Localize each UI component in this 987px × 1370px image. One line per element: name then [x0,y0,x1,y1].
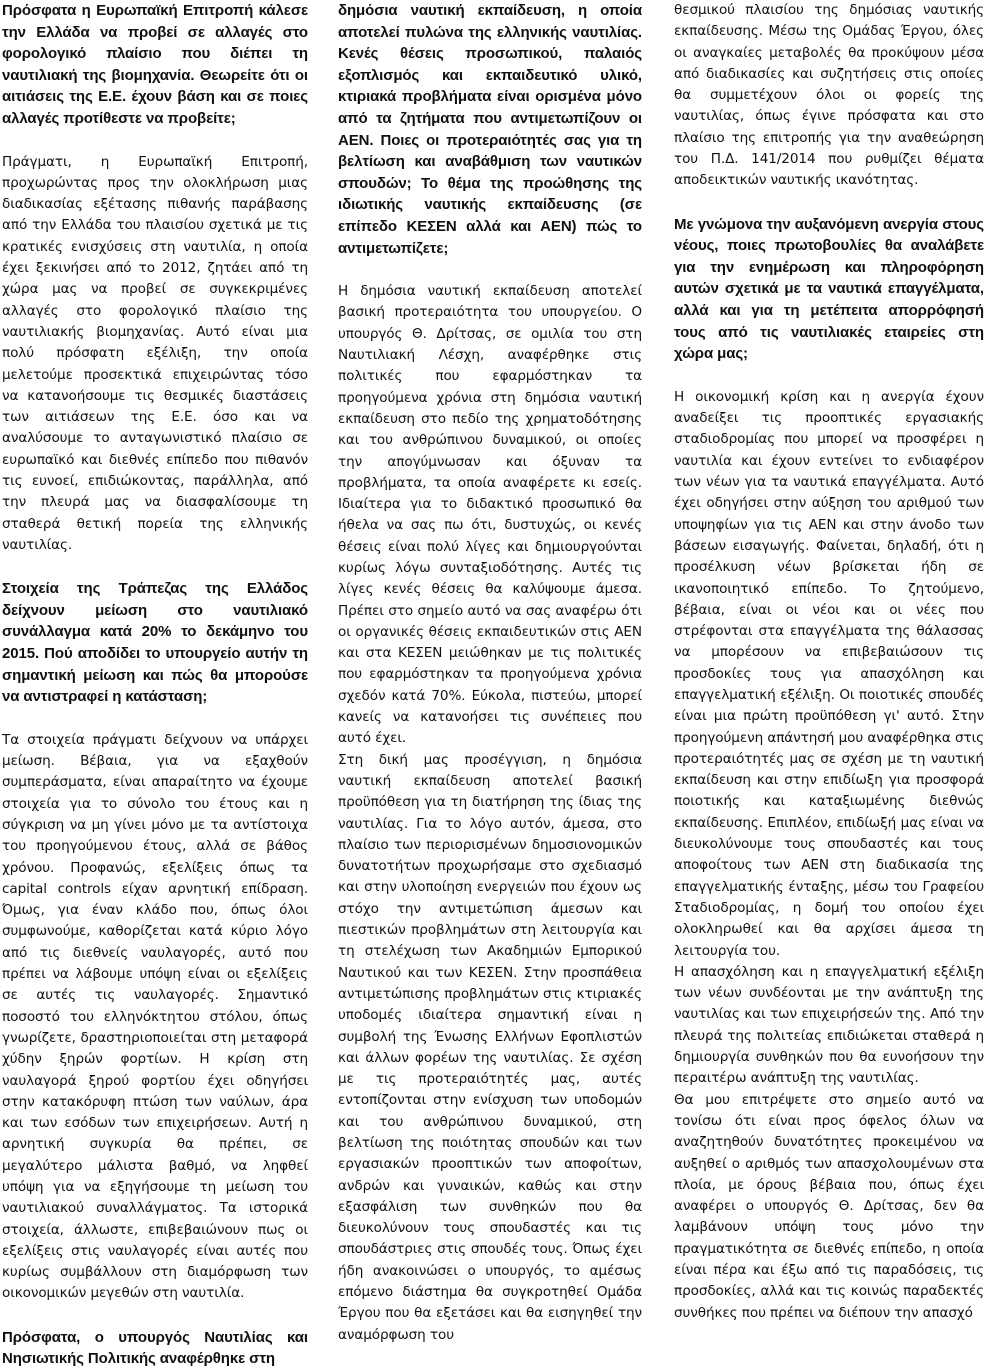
interview-answer: Η οικονομική κρίση και η ανεργία έχουν αναδείξει τις προοπτικές εργασιακής σταδιοδρομίας που μπορεί να προσφέρει η ναυτιλία και έχουν εντείνει το ενδιαφέρον των νέων για τα ναυτικά επαγγέλματα. Αυτό έχει οδηγήσει στην αύξηση του αριθμού των υποψηφίων για τις ΑΕΝ και στην άνοδο των βάσεων εισαγωγής. Φαίνεται, δηλαδή, ότι η προσέλκυση νέων βρίσκεται ήδη σε ικανοποιητικό επίπεδο. Το ζητούμενο, βέβαια, είναι οι νέοι και οι νέες που στρέφονται στα επαγγέλματα της θάλασσας να μπορέσουν να επιβεβαιώσουν τις προσδοκίες τους για απασχόληση και επαγγελματική εξέλιξη. Οι ποιοτικές σπουδές είναι μια πρώτη προϋπόθεση γι' αυτό. Στην προηγούμενη απάντησή μου αναφέρθηκα στις προτεραιότητές μας σε σχέση με τη ναυτική εκπαίδευση και στην επιδίωξη για προσφορά ποιοτικής και καταξιωμένης διεθνώς εκπαίδευσης. Επιπλέον, επιδίωξή μας είναι να διευκολύνουμε τους σπουδαστές και τους αποφοίτους των ΑΕΝ στη διαδικασία της επαγγελματικής ένταξης, μέσω του Γραφείου Σταδιοδρομίας, η δομή του οποίου έχει ολοκληρωθεί και θα αρχίσει άμεσα τη λειτουργία του. [674,388,984,959]
interview-answer-continued: θεσμικού πλαισίου της δημόσιας ναυτικής εκπαίδευσης. Μέσω της Ομάδας Έργου, όλες οι αναγκαίες μεταβολές θα προκύψουν μέσα από διαδικασίες και συζητήσεις στις οποίες θα συμμετέχουν όλοι οι φορείς της ναυτιλίας, όπως έγινε πρόσφατα και στο πλαίσιο της επιτροπής για την αναθεώρηση του Π.Δ. 141/2014 που ρυθμίζει θέματα αποδεικτικών ναυτικής ικανότητας. [674,2,984,189]
interview-question: Με γνώμονα την αυξανόμενη ανεργία στους νέους, ποιες πρωτοβουλίες θα αναλάβετε για την ενημέρωση και πληροφόρηση αυτών σχετικά με τα ναυτικά επαγγέλματα, αλλά και για τη μετέπειτα απορρόφησή τους από τις ναυτιλιακές εταιρείες στη χώρα μας; [674,215,984,363]
interview-answer: Η δημόσια ναυτική εκπαίδευση αποτελεί βασική προτεραιότητα του υπουργείου. Ο υπουργός Θ. Δρίτσας, σε ομιλία του στη Ναυτιλιακή Λέσχη, αναφέρθηκε στις πολιτικές που εφαρμόστηκαν τα προηγούμενα χρόνια στη δημόσια ναυτική εκπαίδευση στο πεδίο της χρηματοδότησης και του ανθρώπινου δυναμικού, οι οποίες την απογύμνωσαν και όξυναν τα προβλήματα, τα οποία αναφέρετε κι εσείς. Ιδιαίτερα για το διδακτικό προσωπικό θα ήθελα να σας πω ότι, δυστυχώς, οι κενές θέσεις είναι πολύ λίγες και δημιουργούνται κυρίως λόγω συνταξιοδότησης. Αυτές τις λίγες κενές θέσεις θα καλύψουμε άμεσα. Πρέπει στο σημείο αυτό να σας αναφέρω ότι οι οργανικές θέσεις εκπαιδευτικών στις ΑΕΝ και στα ΚΕΣΕΝ μειώθηκαν με τις πολιτικές που εφαρμόστηκαν τα προηγούμενα χρόνια σχεδόν κατά 70%. Εύκολα, πιστεύω, μπορεί κανείς να κατανοήσει τις συνέπειες που αυτό έχει. [338,283,642,747]
interview-question: Πρόσφατα η Ευρωπαϊκή Επιτροπή κάλεσε την Ελλάδα να προβεί σε αλλαγές στο φορολογικό πλαίσιο που διέπει τη ναυτιλιακή της βιομηχανία. Θεωρείτε ότι οι αιτιάσεις της Ε.Ε. έχουν βάση και σε ποιες αλλαγές προτίθεστε να προβείτε; [2,2,308,127]
interview-question: Πρόσφατα, ο υπουργός Ναυτιλίας και Νησιωτικής Πολιτικής αναφέρθηκε στη [2,1328,308,1368]
interview-answer: Πράγματι, η Ευρωπαϊκή Επιτροπή, προχωρώντας προς την ολοκλήρωση μιας διαδικασίας εξέτασης πιθανής παράβασης από την Ελλάδα του πλαισίου σχετικά με τις κρατικές ενισχύσεις στη ναυτιλία, η οποία έχει ξεκινήσει από το 2012, ζητάει από τη χώρα μας να προβεί σε συγκεκριμένες αλλαγές στο φορολογικό πλαίσιο της ναυτιλιακής βιομηχανίας. Αυτό είναι μια πολύ πρόσφατη εξέλιξη, την οποία μελετούμε προσεκτικά επιχειρώντας τόσο να κατανοήσουμε τις θεσμικές διαστάσεις των αιτιάσεων της Ε.Ε. όσο και να αναλύσουμε το ανταγωνιστικό πλαίσιο σε ευρωπαϊκό και διεθνές επίπεδο που πιθανόν τις ευνοεί, επιδιώκοντας, παράλληλα, από την πλευρά μας να διασφαλίσουμε τη σταθερά θετική πορεία της ελληνικής ναυτιλίας. [2,153,308,553]
article-column-2 [338,0,642,1343]
interview-question: Στοιχεία της Τράπεζας της Ελλάδος δείχνουν μείωση στο ναυτιλιακό συνάλλαγμα κατά 20% το δεκάμηνο του 2015. Πού αποδίδει το υπουργείο αυτήν τη σημαντική μείωση και πώς θα μπορούσε να αντιστραφεί η κατάσταση; [2,580,308,706]
interview-answer: Η απασχόληση και η επαγγελματική εξέλιξη των νέων συνδέονται με την ανάπτυξη της ναυτιλίας και των επιχειρήσεών της. Από την πλευρά της πολιτείας επιδιώκεται σταθερά η δημιουργία συνθηκών που θα ευνοήσουν την περαιτέρω ανάπτυξη της ναυτιλίας. [674,963,984,1087]
interview-answer: Θα μου επιτρέψετε στο σημείο αυτό να τονίσω ότι είναι προς όφελος όλων να αναζητηθούν δυνατότητες προκειμένου να αυξηθεί ο αριθμός των απασχολουμένων στα πλοία, με όρους βέβαια που, όπως έχει αναφέρει ο υπουργός Θ. Δρίτσας, δεν θα λαμβάνουν υπόψη τους μόνο την πραγματικότητα σε διεθνές επίπεδο, η οποία είναι πέρα και έξω από τις παραδόσεις, τις προσδοκίες, αλλά και τις κοινώς παραδεκτές συνθήκες που πρέπει να διέπουν την απασχό [674,1091,984,1321]
article-column-1 [2,0,308,1368]
article-column-3 [674,0,984,1321]
interview-question-continued: δημόσια ναυτική εκπαίδευση, η οποία αποτελεί πυλώνα της ελληνικής ναυτιλίας. Κενές θέσεις προσωπικού, παλαιός εξοπλισμός και εκπαιδευτικό υλικό, κτιριακά προβλήματα είναι ορισμένα μόνο από τα ζητήματα που αντιμετωπίζουν οι ΑΕΝ. Ποιες οι προτεραιότητές σας για τη βελτίωση και αναβάθμιση των ναυτικών σπουδών; Το θέμα της προώθησης της ιδιωτικής ναυτικής εκπαίδευσης (σε επίπεδο ΚΕΣΕΝ αλλά και ΑΕΝ) πώς το αντιμετωπίζετε; [338,2,642,257]
interview-answer: Στη δική μας προσέγγιση, η δημόσια ναυτική εκπαίδευση αποτελεί βασική προϋπόθεση για τη διατήρηση της ίδιας της ναυτιλίας. Για το λόγο αυτόν, άμεσα, στο πλαίσιο των περιορισμένων δημοσιονομικών δυνατοτήτων προχωρήσαμε στο σχεδιασμό και στην υλοποίηση ενεργειών που έχουν ως στόχο την αντιμετώπιση άμεσων και πιεστικών προβλημάτων στη λειτουργία και τη στελέχωση των Ακαδημιών Εμπορικού Ναυτικού και των ΚΕΣΕΝ. Στην προσπάθεια αντιμετώπισης προβλημάτων στις κτιριακές υποδομές ιδιαίτερα σημαντική είναι η συμβολή της Ένωσης Ελλήνων Εφοπλιστών και άλλων φορέων της ναυτιλίας. Σε σχέση με τις προτεραιότητές μας, αυτές εντοπίζονται στην ενίσχυση των υποδομών και του ανθρώπινου δυναμικού, στη βελτίωση της ποιότητας σπουδών και των εργασιακών προοπτικών των αποφοίτων, ανδρών και γυναικών, καθώς και στην εξασφάλιση των συνθηκών που θα διευκολύνουν τους σπουδαστές και τις σπουδάστριες στις σπουδές τους. Όπως έχει ήδη ανακοινώσει ο υπουργός, το αμέσως επόμενο διάστημα θα συγκροτηθεί Ομάδα Έργου που θα εξετάσει και θα εισηγηθεί την αναμόρφωση του [338,751,642,1343]
interview-answer: Τα στοιχεία πράγματι δείχνουν να υπάρχει μείωση. Βέβαια, για να εξαχθούν συμπεράσματα, είναι απαραίτητο να έχουμε στοιχεία για το σύνολο του έτους και η σύγκριση να μη γίνει μόνο με τα αντίστοιχα του προηγούμενου έτους, αλλά σε βάθος χρόνου. Προφανώς, εξελίξεις όπως τα capital controls είχαν αρνητική επίδραση. Όμως, για έναν κλάδο που, όπως όλοι συμφωνούμε, καθορίζεται κατά κύριο λόγο από τις διεθνείς ναυλαγορές, αυτό που πρέπει να λάβουμε υπόψη είναι οι εξελίξεις σε αυτές τις ναυλαγορές. Σημαντικό ποσοστό του ελληνόκτητου στόλου, όπως γνωρίζετε, δραστηριοποιείται στη μεταφορά χύδην ξηρών φορτίων. Η κρίση στη ναυλαγορά ξηρού φορτίου έχει οδηγήσει στην κατακόρυφη πτώση των ναύλων, άρα και των εσόδων των επιχειρήσεων. Αυτή η αρνητική συγκυρία θα πρέπει, σε μεγαλύτερο μάλιστα βαθμό, να ληφθεί υπόψη για να εξηγήσουμε τη μείωση του ναυτιλιακού συναλλάγματος. Τα ιστορικά στοιχεία, άλλωστε, επιβεβαιώνουν πως οι εξελίξεις στις ναυλαγορές είναι αυτές που κυρίως συμβάλλουν στη διαμόρφωση των οικονομικών μεγεθών στη ναυτιλία. [2,731,308,1302]
